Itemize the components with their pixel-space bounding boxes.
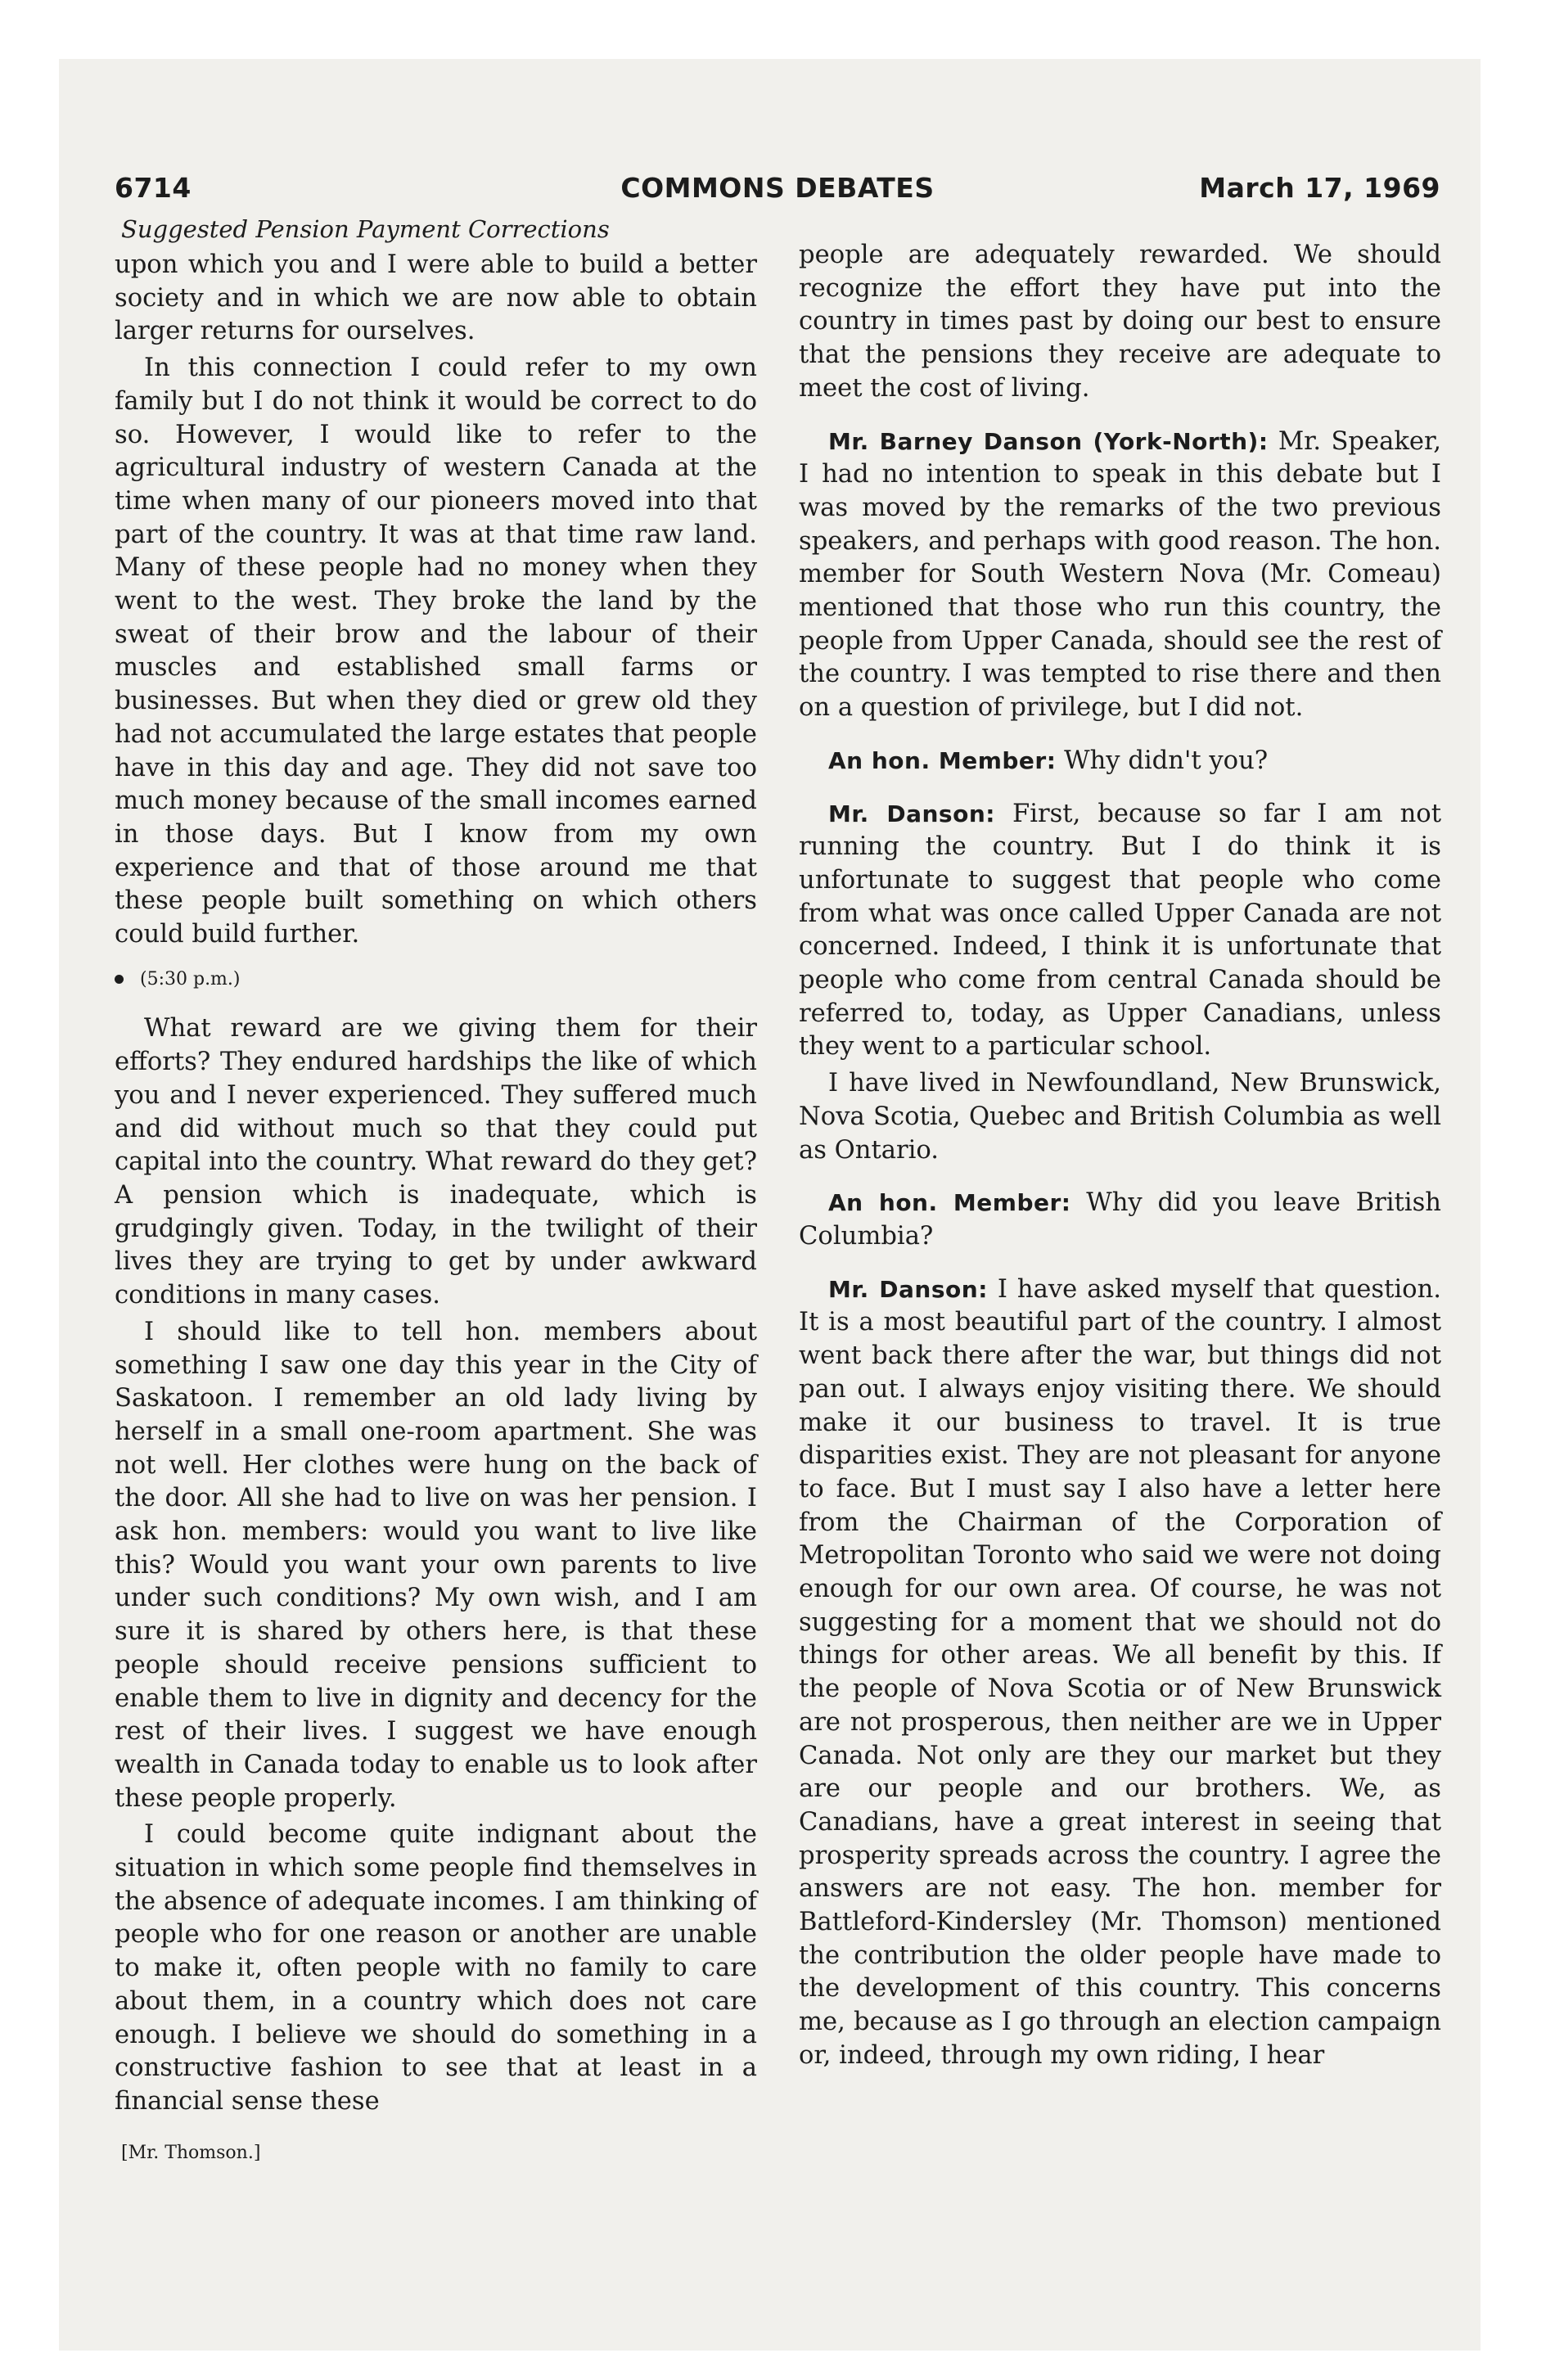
speech-text: Mr. Speaker, I had no intention to speak in this debate but I was moved by the remarks of the two previous speakers, and perhaps with good reason. The hon. member for South Western Nova (Mr. Comeau) mentioned that those who run this country, the people from Upper Canada, should see the rest of the country. I was tempted to rise there and then on a question of privilege, but I did not. (799, 426, 1441, 723)
speaker-name: An hon. Member: (828, 746, 1057, 774)
speaker-name: An hon. Member: (828, 1189, 1071, 1217)
speech (799, 745, 1441, 778)
speaker-name: Mr. Barney Danson (York-North): (828, 427, 1269, 455)
paragraph: upon which you and I were able to build a better society and in which we are now able to obtain larger returns for ourselves. (115, 250, 757, 346)
paragraph: people are adequately rewarded. We should recognize the effort they have put into the country in times past by doing our best to ensure that the pensions they receive are adequate to meet the cost of living. (799, 241, 1441, 403)
bullet-icon (115, 975, 124, 984)
speech (799, 1273, 1441, 2073)
right-column (799, 239, 1441, 2073)
left-column (115, 249, 757, 2170)
speech-text: Why did you leave British Columbia? (799, 1188, 1441, 1251)
hansard-page (115, 172, 1441, 2163)
publication-title: COMMONS DEBATES (620, 172, 935, 204)
paragraph: In this connection I could refer to my own family but I do not think it would be correct to do so. However, I would like to refer to the agricultural industry of western Canada at the time when many of our pioneers moved into that part of the country. It was at that time raw land. Many of these people had no money when they went to the west. They broke the land by the sweat of their brow and the labour of their muscles and established small farms or businesses. But when they died or grew old they had not accumulated the large estates that people have in this day and age. They did not save too much money because of the small incomes earned in those days. But I know from my own experience and that of those around me that these people built something on which others could build further. (115, 354, 757, 949)
speech (799, 426, 1441, 725)
paragraph: I should like to tell hon. members about something I saw one day this year in the City of Saskatoon. I remember an old lady living by herself in a small one-room apartment. She was not well. Her clothes were hung on the back of the door. All she had to live on was her pension. I ask hon. members: would you want to live like this? Would you want your own parents to live under such conditions? My own wish, and I am sure it is shared by others here, is that these people should receive pensions sufficient to enable them to live in dignity and decency for the rest of their lives. I suggest we have enough wealth in Canada today to enable us to look after these people properly. (115, 1317, 757, 1813)
speech (799, 1187, 1441, 1253)
time-stamp (115, 963, 757, 997)
time-stamp-text: (5:30 p.m.) (140, 968, 241, 989)
running-subtitle: Suggested Pension Payment Corrections (121, 215, 610, 243)
paragraph: I have lived in Newfoundland, New Brunswick, Nova Scotia, Quebec and British Columbia as well as Ontario. (799, 1069, 1441, 1165)
speaker-name: Mr. Danson: (828, 800, 995, 827)
page-number: 6714 (115, 172, 192, 204)
speaker-name: Mr. Danson: (828, 1275, 988, 1303)
page-footer: [Mr. Thomson.] (121, 2142, 261, 2163)
page-header (115, 172, 1440, 213)
page-date: March 17, 1969 (1199, 172, 1440, 204)
speech-text: I have asked myself that question. It is a most beautiful part of the country. I almost went back there after the war, but things did not pan out. I always enjoy visiting there. We should make it our business to travel. It is true disparities exist. They are not pleasant for anyone to face. But I must say I also have a letter here from the Chairman of the Corporation of Metropolitan Toronto who said we were not doing enough for our own area. Of course, he was not suggesting for a moment that we should not do things for other areas. We all benefit by this. If the people of Nova Scotia or of New Brunswick are not prosperous, then neither are we in Upper Canada. Not only are they our market but they are our people and our brothers. We, as Canadians, have a great interest in seeing that prosperity spreads across the country. I agree the answers are not easy. The hon. member for Battleford-Kindersley (Mr. Thomson) mentioned the contribution the older people have made to the development of this country. This concerns me, because as I go through an election campaign or, indeed, through my own riding, I hear (799, 1274, 1441, 2070)
speech-text: Why didn't you? (1064, 746, 1269, 775)
speech (799, 798, 1441, 1065)
paragraph: What reward are we giving them for their efforts? They endured hardships the like of which you and I never experienced. They suffered much and did without much so that they could put capital into the country. What reward do they get? A pension which is inadequate, which is grudgingly given. Today, in the twilight of their lives they are trying to get by under awkward conditions in many cases. (115, 1014, 757, 1310)
paragraph: I could become quite indignant about the situation in which some people find themselves in the absence of adequate incomes. I am thinking of people who for one reason or another are unable to make it, often people with no family to care about them, in a country which does not care enough. I believe we should do something in a constructive fashion to see that at least in a financial sense these (115, 1820, 757, 2116)
speech-text: First, because so far I am not running the country. But I do think it is unfortunate to suggest that people who come from what was once called Upper Canada are not concerned. Indeed, I think it is unfortunate that people who come from central Canada should be referred to, today, as Upper Canadians, unless they went to a particular school. (799, 799, 1441, 1062)
